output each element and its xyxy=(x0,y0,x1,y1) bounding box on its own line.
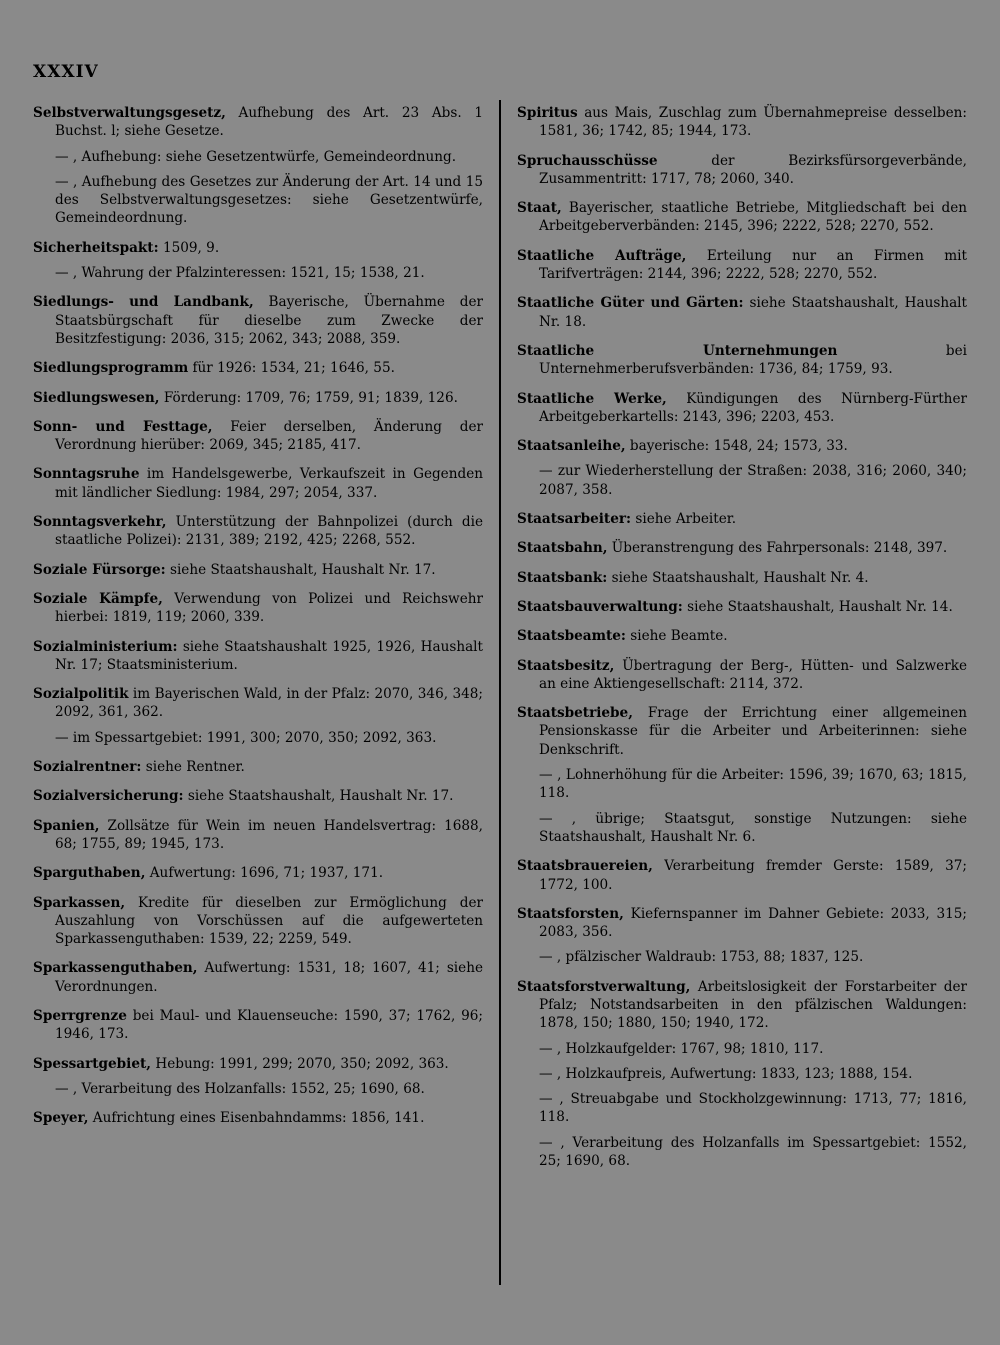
index-entry xyxy=(33,817,483,854)
index-references: 1509, 9. xyxy=(158,239,220,256)
index-entry xyxy=(517,1090,967,1127)
index-references: — , Verarbeitung des Holzanfalls im Spessartgebiet: 1552, 25; 1690, 68. xyxy=(539,1134,967,1170)
index-keyword: Siedlungsprogramm xyxy=(33,360,189,377)
index-entry xyxy=(33,148,483,166)
index-entry xyxy=(517,462,967,499)
index-references: Übertragung der Berg-, Hütten- und Salzwerke an eine Aktiengesellschaft: 2114, 372. xyxy=(539,657,967,692)
index-references: — , Holzkaufpreis, Aufwertung: 1833, 123; 1888, 154. xyxy=(539,1065,913,1082)
index-references: Arbeitslosigkeit der Forstarbeiter der Pfalz; Notstandsarbeiten in den pfälzischen Waldungen: 1878, 150; 1880, 150; 1940, 172. xyxy=(539,978,967,1032)
page-number: XXXIV xyxy=(33,62,99,82)
index-references: Überanstrengung des Fahrpersonals: 2148, 397. xyxy=(607,540,948,557)
index-references: bei Unternehmerberufsverbänden: 1736, 84; 1759, 93. xyxy=(539,342,967,378)
index-references: Verarbeitung fremder Gerste: 1589, 37; 1772, 100. xyxy=(539,858,967,893)
index-references: Frage der Errichtung einer allgemeinen Pensionskasse für die Arbeiter und Arbeiterinnen: siehe Denkschrift. xyxy=(539,705,967,758)
index-entry xyxy=(517,627,967,645)
index-keyword: Selbstverwaltungsgesetz, xyxy=(33,105,226,121)
index-references: Förderung: 1709, 76; 1759, 91; 1839, 126. xyxy=(159,389,458,406)
index-entry xyxy=(33,1055,483,1073)
index-entry xyxy=(33,864,483,882)
index-references: bayerische: 1548, 24; 1573, 33. xyxy=(625,438,848,455)
index-entry xyxy=(33,173,483,228)
index-keyword: Sozialministerium: xyxy=(33,638,178,655)
index-entry xyxy=(517,1065,967,1083)
index-entry xyxy=(517,598,967,616)
index-entry xyxy=(517,152,967,189)
index-entry xyxy=(517,342,967,379)
index-entry xyxy=(33,418,483,455)
index-keyword: Soziale Kämpfe, xyxy=(33,590,163,607)
index-keyword: Staatsbahn, xyxy=(517,540,608,557)
index-entry xyxy=(517,810,967,847)
index-entry xyxy=(517,948,967,966)
index-references: siehe Arbeiter. xyxy=(631,511,737,528)
index-keyword: Staatsarbeiter: xyxy=(517,511,632,528)
index-references: siehe Beamte. xyxy=(625,628,728,645)
index-keyword: Sozialversicherung: xyxy=(33,788,184,805)
index-entry xyxy=(33,787,483,805)
index-keyword: Sperrgrenze xyxy=(33,1007,127,1024)
index-references: bei Maul- und Klauenseuche: 1590, 37; 1762, 96; 1946, 173. xyxy=(55,1007,483,1043)
index-entry xyxy=(33,264,483,282)
index-entry xyxy=(33,359,483,377)
index-references: Zollsätze für Wein im neuen Handelsvertrag: 1688, 68; 1755, 89; 1945, 173. xyxy=(55,817,483,852)
index-references: Aufwertung: 1696, 71; 1937, 171. xyxy=(145,865,384,882)
index-references: Bayerische, Übernahme der Staatsbürgschaft für dieselbe zum Zwecke der Besitzfestigung: 2036, 315; 2062, 343; 2088, 359. xyxy=(55,294,483,347)
index-keyword: Sparguthaben, xyxy=(33,865,146,882)
index-entry xyxy=(33,1080,483,1098)
index-keyword: Staatsbrauereien, xyxy=(517,858,653,875)
index-keyword: Staatsforstverwaltung, xyxy=(517,978,691,995)
column-divider xyxy=(499,100,501,1285)
index-entry xyxy=(517,569,967,587)
index-references: aus Mais, Zuschlag zum Übernahmepreise desselben: 1581, 36; 1742, 85; 1944, 173. xyxy=(539,105,967,140)
index-references: Kiefernspanner im Dahner Gebiete: 2033, 315; 2083, 356. xyxy=(539,905,967,941)
index-entry xyxy=(517,199,967,236)
index-keyword: Sicherheitspakt: xyxy=(33,239,159,256)
index-keyword: Staatliche Unternehmungen xyxy=(517,342,838,359)
index-references: Erteilung nur an Firmen mit Tarifverträgen: 2144, 396; 2222, 528; 2270, 552. xyxy=(539,247,967,283)
index-entry xyxy=(517,978,967,1033)
index-entry xyxy=(33,1109,483,1127)
index-keyword: Spessartgebiet, xyxy=(33,1055,152,1072)
index-keyword: Sozialpolitik xyxy=(33,686,129,703)
index-entry xyxy=(33,638,483,675)
index-entry xyxy=(33,465,483,502)
index-references: im Handelsgewerbe, Verkaufszeit in Gegenden mit ländlicher Siedlung: 1984, 297; 2054, 337. xyxy=(55,466,483,501)
index-entry xyxy=(33,590,483,627)
index-references: siehe Staatshaushalt 1925, 1926, Haushalt Nr. 17; Staatsministerium. xyxy=(55,638,483,673)
index-keyword: Staatsbeamte: xyxy=(517,628,626,645)
index-entry xyxy=(517,857,967,894)
index-keyword: Sonntagsruhe xyxy=(33,466,140,483)
index-references: — , Lohnerhöhung für die Arbeiter: 1596, 39; 1670, 63; 1815, 118. xyxy=(539,767,967,802)
index-keyword: Staatsbetriebe, xyxy=(517,705,633,722)
index-entry xyxy=(33,239,483,257)
index-references: — , Wahrung der Pfalzinteressen: 1521, 15; 1538, 21. xyxy=(55,265,425,282)
right-column xyxy=(517,104,967,1181)
index-references: siehe Staatshaushalt, Haushalt Nr. 17. xyxy=(183,788,454,805)
index-references: Verwendung von Polizei und Reichswehr hierbei: 1819, 119; 2060, 339. xyxy=(55,590,483,626)
index-references: der Bezirksfürsorgeverbände, Zusammentritt: 1717, 78; 2060, 340. xyxy=(539,152,967,187)
index-keyword: Spanien, xyxy=(33,817,100,834)
index-references: — , Holzkaufgelder: 1767, 98; 1810, 117. xyxy=(539,1040,824,1057)
index-entry xyxy=(33,104,483,141)
index-entry xyxy=(33,758,483,776)
index-references: — , Verarbeitung des Holzanfalls: 1552, 25; 1690, 68. xyxy=(55,1080,425,1097)
index-references: Kündigungen des Nürnberg-Fürther Arbeitgeberkartells: 2143, 396; 2203, 453. xyxy=(539,390,967,425)
index-keyword: Staatsbesitz, xyxy=(517,657,615,674)
index-references: Bayerischer, staatliche Betriebe, Mitgliedschaft bei den Arbeitgeberverbänden: 2145, 396; 2222, 528; 2270, 552. xyxy=(539,200,967,235)
index-references: — , übrige; Staatsgut, sonstige Nutzungen: siehe Staatshaushalt, Haushalt Nr. 6. xyxy=(539,810,967,845)
index-references: Aufhebung des Art. 23 Abs. 1 Buchst. l; siehe Gesetze. xyxy=(55,105,483,140)
index-entry xyxy=(517,657,967,694)
index-references: Kredite für dieselben zur Ermöglichung der Auszahlung von Vorschüssen auf die aufgewerteten Sparkassenguthaben: 1539, 22; 2259, 549. xyxy=(55,894,483,948)
index-references: Aufwertung: 1531, 18; 1607, 41; siehe Verordnungen. xyxy=(55,960,483,995)
index-entry xyxy=(517,1134,967,1171)
index-references: Aufrichtung eines Eisenbahndamms: 1856, 141. xyxy=(88,1110,425,1127)
index-entry xyxy=(33,293,483,348)
index-references: für 1926: 1534, 21; 1646, 55. xyxy=(188,360,395,377)
left-column xyxy=(33,104,483,1138)
index-references: — , Aufhebung: siehe Gesetzentwürfe, Gemeindeordnung. xyxy=(55,148,457,165)
index-references: — , pfälzischer Waldraub: 1753, 88; 1837, 125. xyxy=(539,949,864,966)
index-references: siehe Rentner. xyxy=(141,759,245,776)
index-keyword: Staatsforsten, xyxy=(517,905,624,922)
index-references: Hebung: 1991, 299; 2070, 350; 2092, 363. xyxy=(151,1055,449,1072)
index-entry xyxy=(517,766,967,803)
index-entry xyxy=(517,390,967,427)
index-references: Feier derselben, Änderung der Verordnung hierüber: 2069, 345; 2185, 417. xyxy=(55,418,483,454)
index-keyword: Spruchausschüsse xyxy=(517,152,658,169)
index-references: siehe Staatshaushalt, Haushalt Nr. 18. xyxy=(539,295,967,330)
index-references: — , Streuabgabe und Stockholzgewinnung: 1713, 77; 1816, 118. xyxy=(539,1091,967,1126)
index-keyword: Sparkassenguthaben, xyxy=(33,960,198,977)
index-keyword: Sparkassen, xyxy=(33,894,126,911)
index-entry xyxy=(517,294,967,331)
index-entry xyxy=(33,561,483,579)
index-entry xyxy=(33,894,483,949)
index-entry xyxy=(33,685,483,722)
index-entry xyxy=(517,247,967,284)
index-references: im Bayerischen Wald, in der Pfalz: 2070, 346, 348; 2092, 361, 362. xyxy=(55,686,483,721)
index-keyword: Staatsbauverwaltung: xyxy=(517,598,683,615)
index-references: siehe Staatshaushalt, Haushalt Nr. 14. xyxy=(682,598,953,615)
index-keyword: Staatliche Aufträge, xyxy=(517,247,687,264)
index-keyword: Staatsanleihe, xyxy=(517,438,626,455)
index-entry xyxy=(517,104,967,141)
index-references: siehe Staatshaushalt, Haushalt Nr. 17. xyxy=(165,561,436,578)
index-entry xyxy=(33,1007,483,1044)
index-references: siehe Staatshaushalt, Haushalt Nr. 4. xyxy=(607,569,869,586)
index-keyword: Speyer, xyxy=(33,1110,89,1127)
index-references: Unterstützung der Bahnpolizei (durch die staatliche Polizei): 2131, 389; 2192, 425; 2268, 552. xyxy=(55,514,483,549)
index-keyword: Spiritus xyxy=(517,105,578,121)
index-keyword: Soziale Fürsorge: xyxy=(33,561,166,578)
index-entry xyxy=(517,437,967,455)
index-references: — zur Wiederherstellung der Straßen: 2038, 316; 2060, 340; 2087, 358. xyxy=(539,463,967,498)
index-references: — im Spessartgebiet: 1991, 300; 2070, 350; 2092, 363. xyxy=(55,729,437,746)
index-keyword: Siedlungswesen, xyxy=(33,389,160,406)
index-keyword: Staatsbank: xyxy=(517,569,608,586)
index-entry xyxy=(33,729,483,747)
index-keyword: Sonn- und Festtage, xyxy=(33,418,213,435)
index-entry xyxy=(517,510,967,528)
index-entry xyxy=(33,389,483,407)
index-keyword: Sozialrentner: xyxy=(33,759,142,776)
index-keyword: Siedlungs- und Landbank, xyxy=(33,294,254,311)
index-entry xyxy=(517,1040,967,1058)
index-entry xyxy=(33,959,483,996)
index-entry xyxy=(517,539,967,557)
index-references: — , Aufhebung des Gesetzes zur Änderung der Art. 14 und 15 des Selbstverwaltungsgesetzes: siehe Gesetzentwürfe, Gemeindeordnung. xyxy=(55,173,483,227)
index-keyword: Staat, xyxy=(517,200,562,217)
index-keyword: Staatliche Werke, xyxy=(517,390,667,407)
index-entry xyxy=(33,513,483,550)
index-keyword: Staatliche Güter und Gärten: xyxy=(517,295,744,312)
index-entry xyxy=(517,905,967,942)
index-keyword: Sonntagsverkehr, xyxy=(33,514,167,531)
index-entry xyxy=(517,704,967,759)
